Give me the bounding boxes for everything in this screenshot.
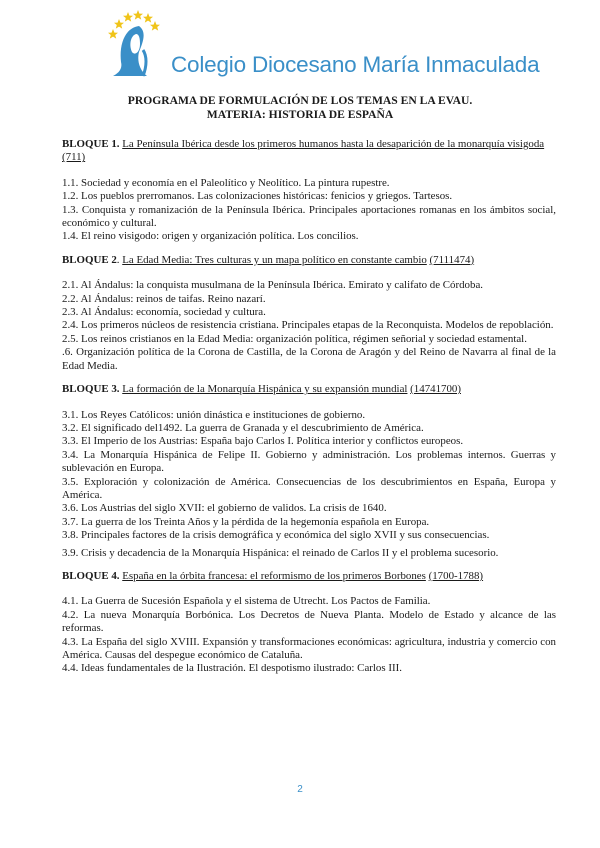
block-heading: BLOQUE 2. La Edad Media: Tres culturas y un mapa político en constante cambio (7111474): [62, 253, 475, 266]
topic-item: .6. Organización política de la Corona de Castilla, de la Corona de Aragón y del Reino de Navarra al final de la Edad Media.: [62, 346, 556, 372]
school-header: [103, 10, 540, 78]
topic-item: 2.2. Al Ándalus: reinos de taifas. Reino nazarí.: [62, 292, 266, 305]
block-title: La Península Ibérica desde los primeros humanos hasta la desaparición de la monarquía visigoda (711): [62, 138, 545, 164]
topic-item: 4.3. La España del siglo XVIII. Expansión y transformaciones económicas: agricultura, industria y comercio con América. Causas del despegue económico de Cataluña.: [62, 635, 556, 661]
block-title: España en la órbita francesa: el reformismo de los primeros Borbones: [122, 569, 426, 582]
topic-item: 2.4. Los primeros núcleos de resistencia cristiana. Principales etapas de la Reconquista. Modelos de repoblación.: [62, 319, 554, 332]
topic-item: 1.3. Conquista y romanización de la Península Ibérica. Principales aportaciones romanas en los ámbitos social, económico y cultural.: [62, 203, 556, 230]
document-title: PROGRAMA DE FORMULACIÓN DE LOS TEMAS EN LA EVAU.: [127, 94, 473, 107]
topic-item: 3.6. Los Austrias del siglo XVII: el gobierno de validos. La crisis de 1640.: [62, 502, 387, 515]
block-title: La formación de la Monarquía Hispánica y su expansión mundial: [122, 383, 408, 396]
block-label: BLOQUE 4.: [62, 569, 120, 582]
topic-item: 4.2. La nueva Monarquía Borbónica. Los Decretos de Nueva Planta. Modelo de Estado y alcance de las reformas.: [62, 608, 556, 635]
topic-item: 1.2. Los pueblos prerromanos. Las colonizaciones históricas: fenicios y griegos. Tartesos.: [62, 190, 453, 203]
topic-item: 3.1. Los Reyes Católicos: unión dinástica e instituciones de gobierno.: [62, 408, 366, 421]
block-label: BLOQUE 2: [62, 253, 117, 266]
page-number: 2: [297, 784, 303, 795]
topic-item: 2.3. Al Ándalus: economía, sociedad y cultura.: [62, 306, 266, 319]
topic-list: [62, 595, 556, 675]
topic-item: 3.2. El significado del1492. La guerra de Granada y el descubrimiento de América.: [62, 421, 424, 434]
topic-list: [62, 177, 556, 244]
topic-item: 1.1. Sociedad y economía en el Paleolítico y Neolítico. La pintura rupestre.: [62, 176, 390, 189]
topic-item: 3.5. Exploración y colonización de América. Consecuencias de los descubrimientos en España, Europa y América.: [62, 475, 556, 501]
topic-item: 1.4. El reino visigodo: origen y organización política. Los concilios.: [62, 230, 359, 243]
block-heading: [62, 383, 556, 396]
topic-item: 3.7. La guerra de los Treinta Años y la pérdida de la hegemonía española en Europa.: [62, 515, 430, 528]
topic-list: [62, 279, 556, 373]
topic-item: 3.8. Principales factores de la crisis demográfica y económica del siglo XVII y sus consecuencias.: [62, 529, 490, 542]
topic-item: 3.4. La Monarquía Hispánica de Felipe II. Gobierno y administración. Los problemas internos. Guerras y sublevación en Europa.: [62, 448, 556, 475]
topic-item: 2.1. Al Ándalus: la conquista musulmana de la Península Ibérica. Emirato y califato de Córdoba.: [62, 279, 483, 292]
subject-title: MATERIA: HISTORIA DE ESPAÑA: [206, 108, 394, 121]
block-heading: [62, 138, 556, 165]
document-titles: [0, 94, 600, 122]
block-title: La Edad Media: Tres culturas y un mapa político en constante cambio: [122, 253, 427, 266]
block-label: BLOQUE 1.: [62, 138, 120, 150]
school-name: Colegio Diocesano María Inmaculada: [171, 52, 540, 77]
topic-item: 4.4. Ideas fundamentales de la Ilustración. El despotismo ilustrado: Carlos III.: [62, 662, 402, 675]
topic-item: 3.9. Crisis y decadencia de la Monarquía Hispánica: el reinado de Carlos II y el problema sucesorio.: [62, 546, 499, 559]
block-dates: (7111474): [429, 253, 475, 266]
topic-item: 2.5. Los reinos cristianos en la Edad Media: organización política, régimen señorial y sociedad estamental.: [62, 332, 527, 345]
block-dates: (1700-1788): [428, 569, 484, 582]
topic-item: 4.1. La Guerra de Sucesión Española y el sistema de Utrecht. Los Pactos de Familia.: [62, 595, 431, 608]
madonna-with-stars-icon: [103, 10, 169, 78]
topic-item: 3.3. El Imperio de los Austrias: España bajo Carlos I. Política interior y conflictos europeos.: [62, 435, 464, 448]
topic-list: [62, 409, 556, 560]
document-body: [62, 138, 556, 686]
block-dates: (14741700): [410, 383, 461, 396]
block-label: BLOQUE 3.: [62, 383, 120, 396]
block-heading: [62, 570, 556, 583]
